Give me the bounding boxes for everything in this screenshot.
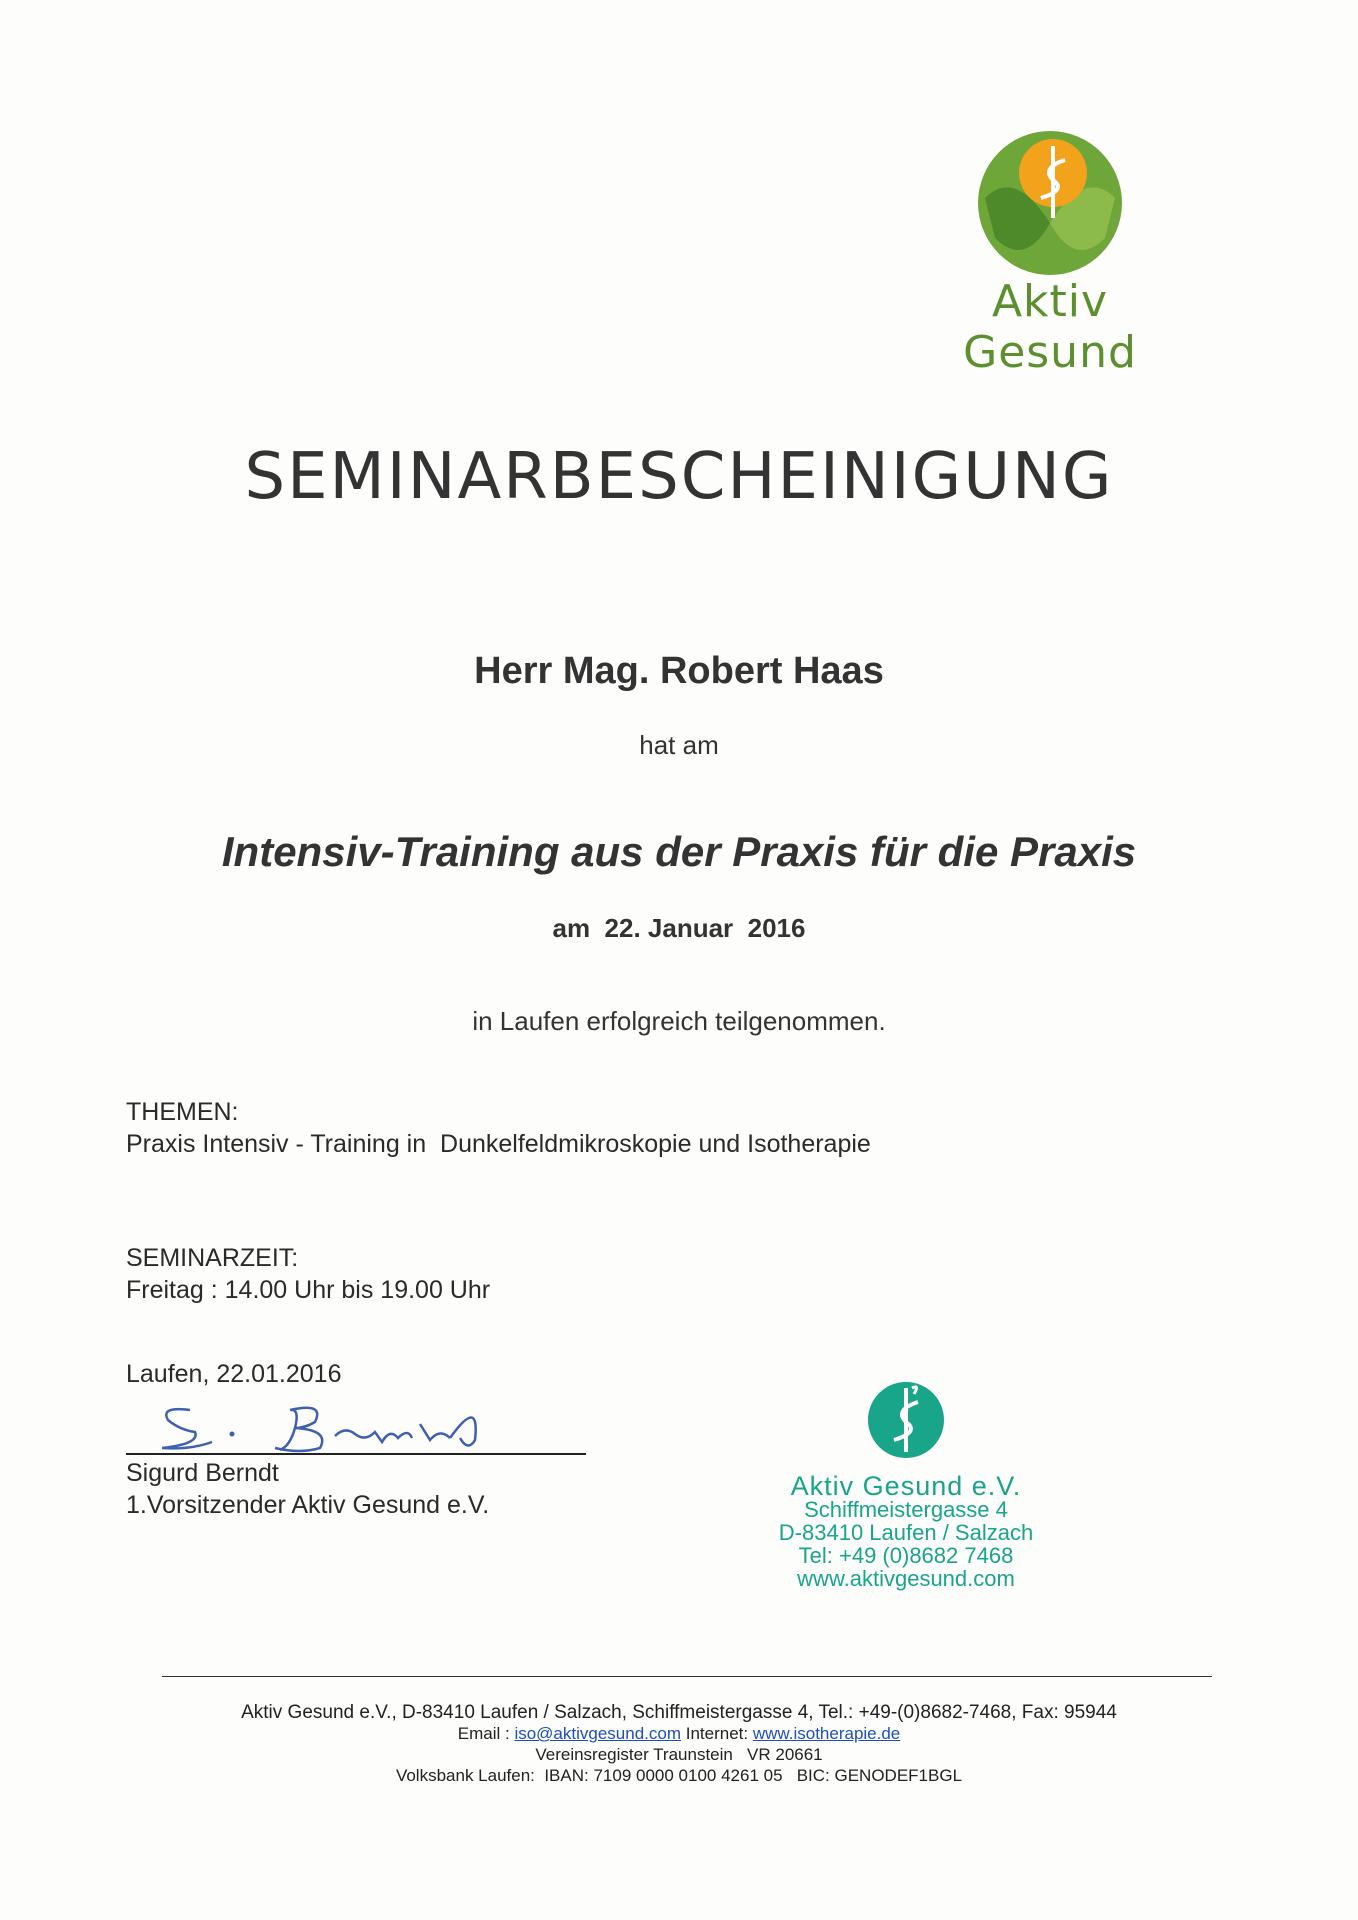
footer-divider [162,1676,1212,1677]
stamp-tel: Tel: +49 (0)8682 7468 [798,1543,1014,1568]
email-link[interactable]: iso@aktivgesund.com [514,1724,681,1743]
email-label: Email : [457,1724,510,1743]
seminarzeit-text: Freitag : 14.00 Uhr bis 19.00 Uhr [126,1276,491,1304]
themen-label: THEMEN: [126,1098,239,1126]
participation-text: in Laufen erfolgreich teilgenommen. [472,1006,886,1036]
caduceus-stamp-icon [866,1380,946,1460]
signature-line [126,1453,586,1455]
stamp-web: www.aktivgesund.com [797,1566,1015,1591]
footer-contact [0,1723,1358,1744]
stamp-street: Schiffmeistergasse 4 [804,1497,1008,1522]
stamp-address [756,1471,1056,1591]
themen-text: Praxis Intensiv - Training in Dunkelfeldmikroskopie und Isotherapie [126,1130,871,1158]
footer [0,1702,1358,1786]
internet-label: Internet: [685,1724,749,1743]
seminarzeit-section [126,1242,490,1306]
place-date: Laufen, 22.01.2016 [126,1360,342,1388]
footer-bank: Volksbank Laufen: IBAN: 7109 0000 0100 4261 05 BIC: GENODEF1BGL [395,1766,963,1785]
logo-text: Aktiv Gesund [963,276,1137,378]
intro-text: hat am [639,730,719,760]
internet-link[interactable]: www.isotherapie.de [752,1724,901,1743]
signer-name: Sigurd Berndt [126,1459,279,1487]
stamp-org-name: Aktiv Gesund e.V. [790,1471,1022,1501]
aktiv-gesund-logo [900,128,1200,378]
recipient-name: Herr Mag. Robert Haas [474,650,884,692]
organization-stamp [756,1380,1056,1600]
stamp-city: D-83410 Laufen / Salzach [778,1520,1034,1545]
document-title: SEMINARBESCHEINIGUNG [244,440,1114,514]
course-date: am 22. Januar 2016 [552,913,806,943]
footer-register: Vereinsregister Traunstein VR 20661 [535,1745,823,1764]
seminarzeit-label: SEMINARZEIT: [126,1244,299,1272]
course-title: Intensiv-Training aus der Praxis für die Praxis [221,828,1137,875]
themen-section [126,1096,871,1160]
footer-address: Aktiv Gesund e.V., D-83410 Laufen / Salzach, Schiffmeistergasse 4, Tel.: +49-(0)8682-7468, Fax: 95944 [241,1702,1117,1723]
leaf-caduceus-icon [975,128,1125,278]
handwritten-signature [150,1388,550,1463]
signer-block [126,1457,489,1521]
signer-role: 1.Vorsitzender Aktiv Gesund e.V. [126,1491,490,1519]
